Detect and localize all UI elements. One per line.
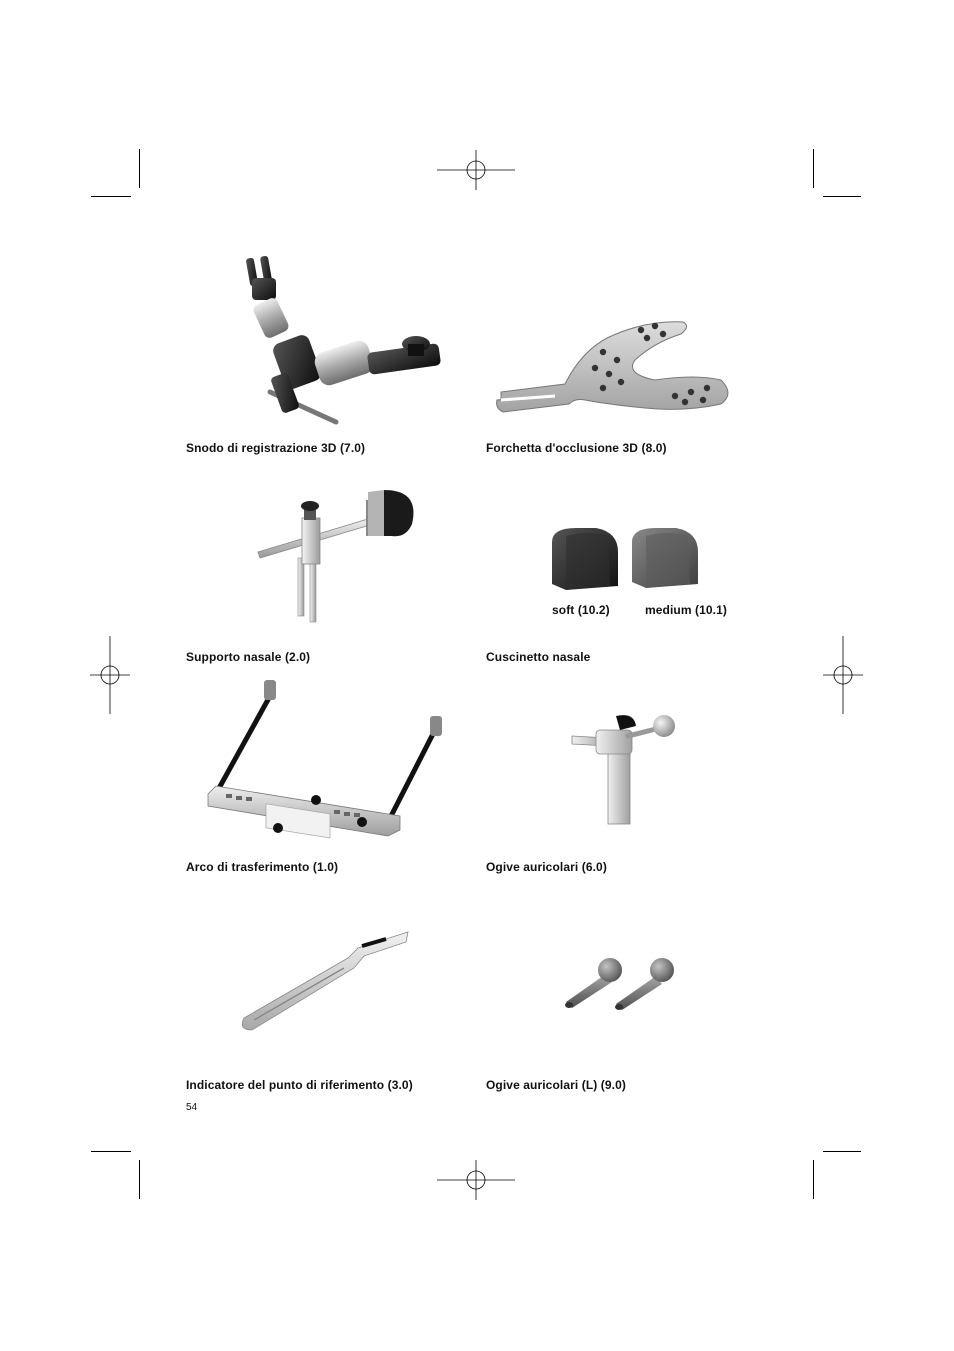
caption-cuscinetto: Cuscinetto nasale bbox=[486, 650, 591, 664]
caption-snodo: Snodo di registrazione 3D (7.0) bbox=[186, 441, 366, 455]
caption-indicatore: Indicatore del punto di riferimento (3.0) bbox=[186, 1078, 413, 1092]
ogive-figure bbox=[568, 712, 680, 826]
caption-forchetta: Forchetta d'occlusione 3D (8.0) bbox=[486, 441, 667, 455]
crop-mark bbox=[813, 1160, 814, 1199]
arco-figure bbox=[204, 676, 454, 848]
caption-supporto: Supporto nasale (2.0) bbox=[186, 650, 311, 664]
registration-mark bbox=[823, 636, 863, 714]
crop-mark bbox=[823, 1151, 861, 1152]
snodo-figure bbox=[240, 250, 450, 430]
crop-mark bbox=[139, 149, 140, 188]
crop-mark bbox=[823, 196, 861, 197]
registration-mark bbox=[437, 1160, 517, 1200]
caption-soft: soft (10.2) bbox=[552, 603, 610, 617]
caption-ogive-l: Ogive auricolari (L) (9.0) bbox=[486, 1078, 626, 1092]
page-number: 54 bbox=[186, 1102, 198, 1113]
caption-medium: medium (10.1) bbox=[645, 603, 727, 617]
caption-ogive: Ogive auricolari (6.0) bbox=[486, 860, 607, 874]
cuscinetto-figure bbox=[548, 522, 708, 594]
indicatore-figure bbox=[236, 926, 414, 1034]
caption-arco: Arco di trasferimento (1.0) bbox=[186, 860, 339, 874]
crop-mark bbox=[91, 1151, 131, 1152]
forchetta-figure bbox=[495, 312, 735, 416]
supporto-figure bbox=[252, 486, 422, 628]
crop-mark bbox=[139, 1160, 140, 1199]
registration-mark bbox=[437, 150, 517, 190]
crop-mark bbox=[813, 149, 814, 188]
crop-mark bbox=[91, 196, 131, 197]
ogive-l-figure bbox=[560, 952, 684, 1014]
registration-mark bbox=[90, 636, 130, 714]
